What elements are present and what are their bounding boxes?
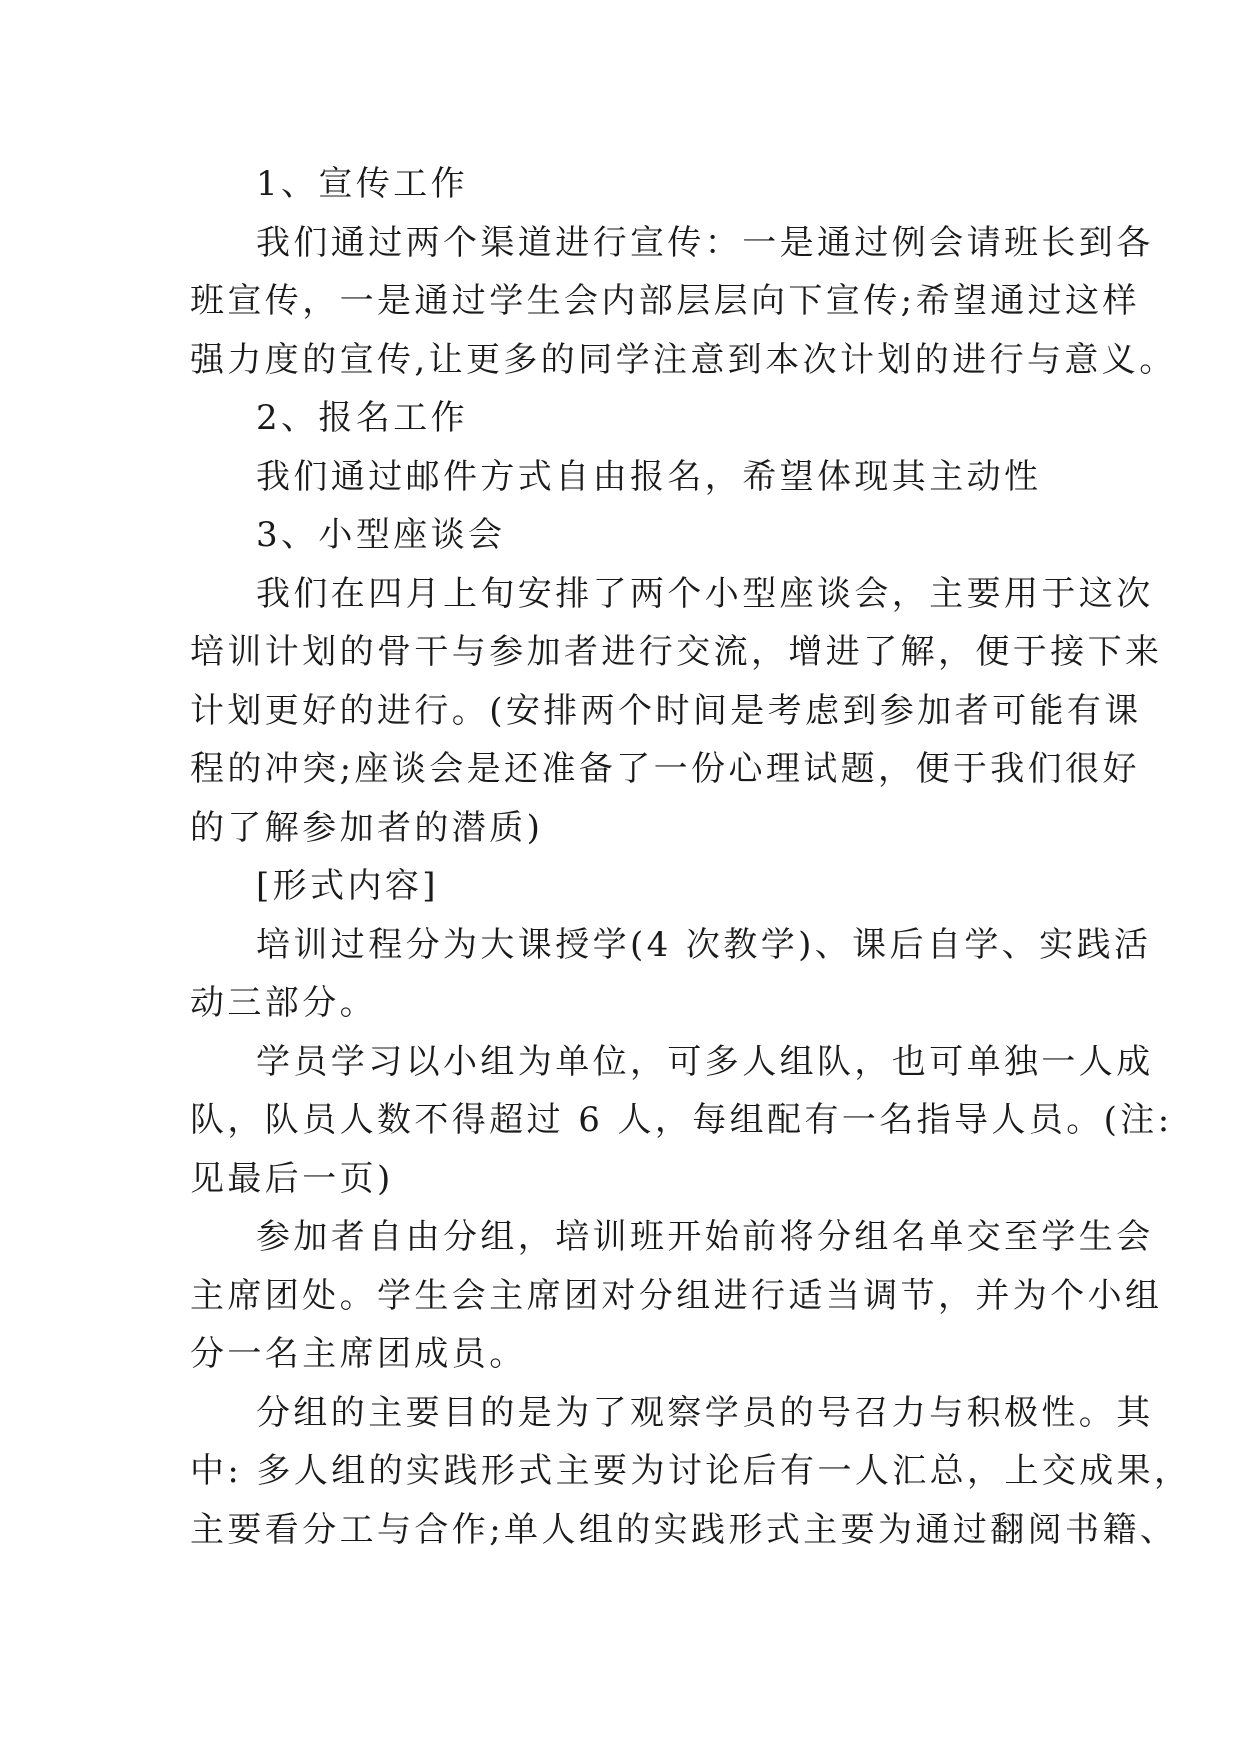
text-line: [形式内容]	[256, 866, 439, 906]
text-line: 主席团处。学生会主席团对分组进行适当调节，并为个小组	[190, 1275, 1163, 1316]
text-line: 我们在四月上旬安排了两个小型座谈会，主要用于这次	[256, 573, 1154, 614]
text-line: 培训计划的骨干与参加者进行交流，增进了解，便于接下来	[190, 632, 1163, 672]
text-line: 我们通过邮件方式自由报名，希望体现其主动性	[256, 456, 1042, 497]
text-line: 程的冲突;座谈会是还准备了一份心理试题，便于我们很好	[190, 749, 1140, 789]
text-line: 1、宣传工作	[256, 164, 469, 204]
text-line: 培训过程分为大课授学(4 次教学)、课后自学、实践活	[256, 924, 1152, 965]
document-body	[190, 155, 1192, 1559]
text-line: 学员学习以小组为单位，可多人组队，也可单独一人成	[256, 1041, 1154, 1082]
text-line: 中: 多人组的实践形式主要为讨论后有一人汇总，上交成果，	[190, 1451, 1192, 1491]
text-line: 的了解参加者的潜质)	[190, 807, 544, 848]
text-line: 参加者自由分组，培训班开始前将分组名单交至学生会	[256, 1217, 1154, 1257]
text-line: 分一名主席团成员。	[190, 1334, 527, 1374]
text-line: 队，队员人数不得超过 6 人，每组配有一名指导人员。(注:	[190, 1100, 1173, 1140]
text-line: 计划更好的进行。(安排两个时间是考虑到参加者可能有课	[190, 690, 1142, 731]
text-line: 班宣传，一是通过学生会内部层层向下宣传;希望通过这样	[190, 281, 1140, 321]
text-line: 3、小型座谈会	[256, 515, 506, 555]
text-line: 分组的主要目的是为了观察学员的号召力与积极性。其	[256, 1392, 1154, 1433]
text-line: 强力度的宣传,让更多的同学注意到本次计划的进行与意义。	[190, 339, 1177, 380]
text-line: 我们通过两个渠道进行宣传：一是通过例会请班长到各	[256, 222, 1154, 263]
text-line: 主要看分工与合作;单人组的实践形式主要为通过翻阅书籍、	[190, 1509, 1178, 1550]
text-line: 见最后一页)	[190, 1158, 394, 1199]
text-line: 2、报名工作	[256, 398, 469, 438]
text-line: 动三部分。	[190, 983, 377, 1023]
